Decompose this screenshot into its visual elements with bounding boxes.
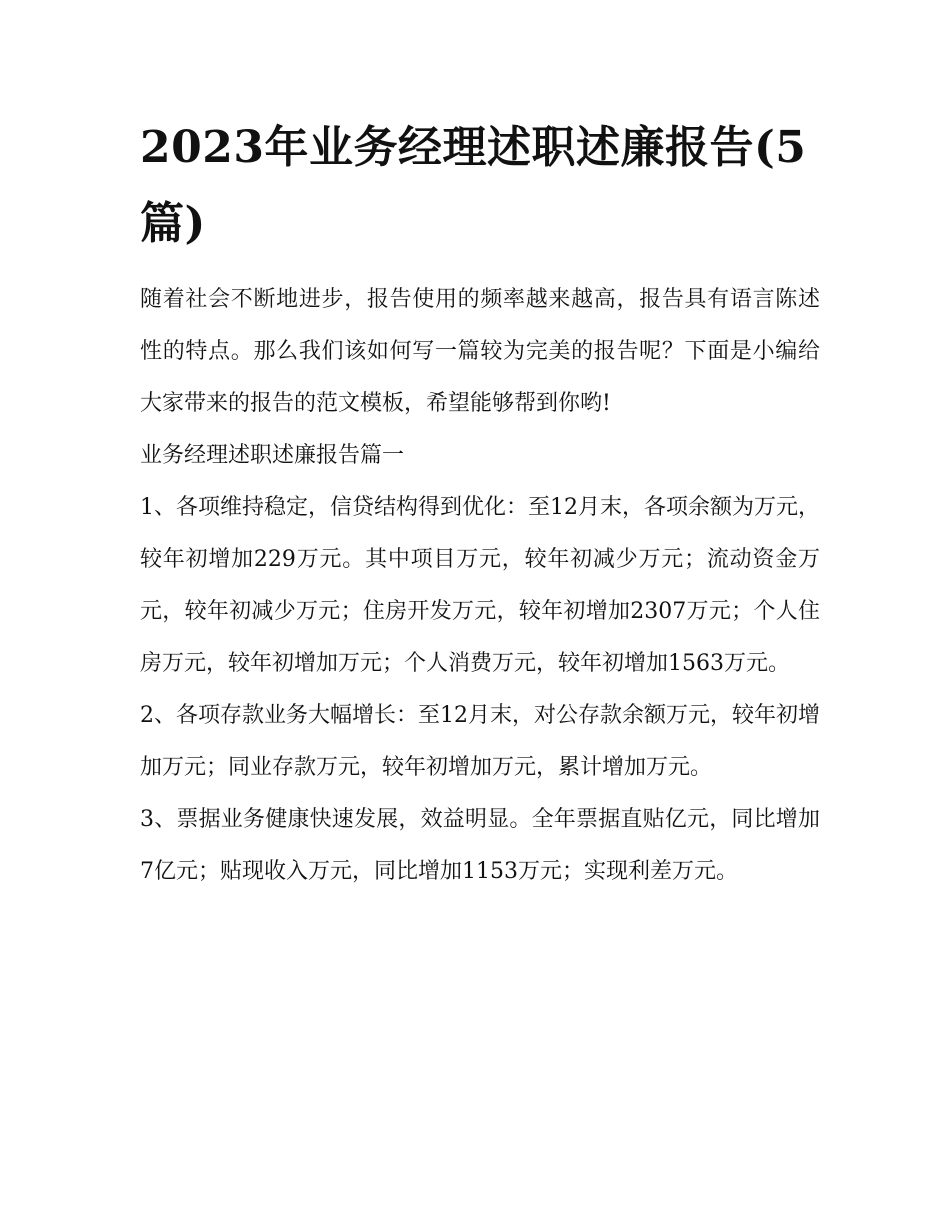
intro-paragraph: 随着社会不断地进步，报告使用的频率越来越高，报告具有语言陈述性的特点。那么我们该如何写一篇较为完美的报告呢？下面是小编给大家带来的报告的范文模板，希望能够帮到你哟!: [140, 287, 820, 416]
section-heading: 业务经理述职述廉报告篇一: [140, 443, 405, 468]
document-body: [140, 274, 820, 898]
body-paragraph-2: 2、各项存款业务大幅增长：至12月末，对公存款余额万元，较年初增加万元；同业存款万元，较年初增加万元，累计增加万元。: [140, 703, 820, 780]
document-title: 2023年业务经理述职述廉报告(5篇): [140, 122, 807, 249]
body-paragraph-3: 3、票据业务健康快速发展，效益明显。全年票据直贴亿元，同比增加7亿元；贴现收入万元，同比增加1153万元；实现利差万元。: [140, 807, 820, 884]
body-paragraph-1: 1、各项维持稳定，信贷结构得到优化：至12月末，各项余额为万元，较年初增加229万元。其中项目万元，较年初减少万元；流动资金万元，较年初减少万元；住房开发万元，较年初增加2307万元；个人住房万元，较年初增加万元；个人消费万元，较年初增加1563万元。: [140, 495, 820, 676]
